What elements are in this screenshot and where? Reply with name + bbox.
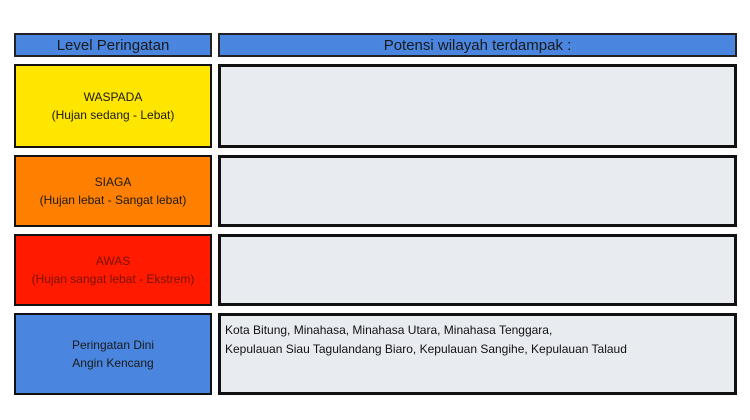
area-siaga bbox=[218, 155, 737, 227]
area-angin-kencang bbox=[218, 313, 737, 395]
level-siaga-description: (Hujan lebat - Sangat lebat) bbox=[39, 193, 187, 207]
level-waspada bbox=[14, 64, 212, 148]
level-column-header-label: Level Peringatan bbox=[56, 36, 170, 54]
area-column-header-label: Potensi wilayah terdampak : bbox=[383, 36, 572, 54]
level-awas bbox=[14, 234, 212, 306]
area-line-1: Kota Bitung, Minahasa, Minahasa Utara, Minahasa Tenggara, bbox=[225, 323, 553, 337]
level-column-header bbox=[14, 33, 212, 57]
level-waspada-description: (Hujan sedang - Lebat) bbox=[51, 108, 175, 122]
level-waspada-name: WASPADA bbox=[83, 90, 143, 104]
level-angin-kencang bbox=[14, 313, 212, 395]
level-awas-name: AWAS bbox=[95, 254, 131, 268]
area-line-2: Kepulauan Siau Tagulandang Biaro, Kepulauan Sangihe, Kepulauan Talaud bbox=[225, 342, 627, 356]
level-siaga-name: SIAGA bbox=[94, 175, 132, 189]
level-angin-kencang-description: Angin Kencang bbox=[72, 356, 154, 370]
level-siaga bbox=[14, 155, 212, 227]
area-column-header bbox=[218, 33, 737, 57]
level-angin-kencang-name: Peringatan Dini bbox=[71, 338, 155, 352]
level-awas-description: (Hujan sangat lebat - Ekstrem) bbox=[31, 272, 195, 286]
area-waspada bbox=[218, 64, 737, 148]
area-awas bbox=[218, 234, 737, 306]
